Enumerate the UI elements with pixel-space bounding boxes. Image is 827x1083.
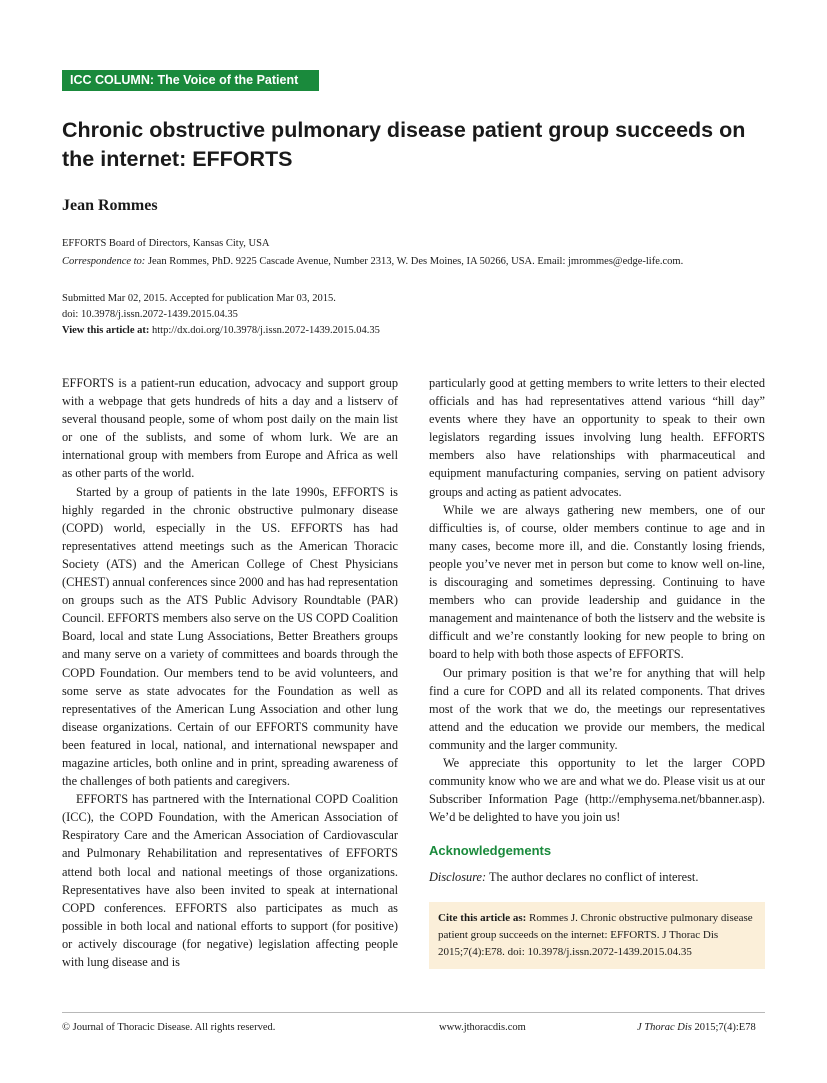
cite-text: Rommes J. Chronic obstructive pulmonary disease patient group succeeds on the internet: EFFORTS. J Thorac Dis 2015;7(4):E78. doi: 10.3978/j.issn.2072-1439.2015.04.35 bbox=[438, 912, 753, 959]
article-title: Chronic obstructive pulmonary disease patient group succeeds on the internet: EFFORTS bbox=[62, 118, 746, 171]
paragraph: Our primary position is that we’re for anything that will help find a cure for COPD and all its related components. That drives most of the work that we do, the meetings our representatives attend and the education we provide our members, the medical community and the larger community. bbox=[429, 665, 765, 752]
disclosure bbox=[429, 868, 765, 886]
footer-divider bbox=[62, 1012, 765, 1013]
disclosure-text: The author declares no conflict of interest. bbox=[486, 870, 699, 885]
author-name: Jean Rommes bbox=[62, 197, 158, 214]
footer-citation bbox=[637, 1021, 756, 1035]
left-column bbox=[62, 374, 398, 971]
disclosure-label: Disclosure: bbox=[429, 870, 487, 885]
acknowledgements-heading: Acknowledgements bbox=[429, 843, 552, 859]
view-article bbox=[62, 323, 380, 338]
submitted-date: Submitted Mar 02, 2015. Accepted for publication Mar 03, 2015. bbox=[62, 293, 336, 304]
paragraph: We appreciate this opportunity to let the larger COPD community know who we are and what we do. Please visit us at our Subscriber Information Page (http://emphysema.net/bbanner.asp). We’d be delighted to have you join us! bbox=[429, 755, 765, 825]
paragraph: EFFORTS is a patient-run education, advocacy and support group with a webpage that gets hundreds of hits a day and a listserv of several thousand people, some of whom post daily on the main list or one of the sublists, and some of whom lurk. We are an international group with members from Europe and Africa as well as other parts of the world. bbox=[62, 376, 398, 481]
paragraph: particularly good at getting members to write letters to their elected officials and has had representatives attend various “hill day” events where they have an opportunity to speak to their own legislators regarding issues involving lung health. EFFORTS members also have relationships with pharmaceutical and equipment manufacturing companies, serving on patient advisory groups and acting as patient advocates. bbox=[429, 376, 765, 499]
section-badge: ICC COLUMN: The Voice of the Patient bbox=[62, 70, 319, 91]
citation-box bbox=[429, 902, 765, 969]
view-label: View this article at: bbox=[62, 325, 150, 336]
footer-issue: 2015;7(4):E78 bbox=[691, 1022, 756, 1033]
correspondence-label: Correspondence to: bbox=[62, 256, 146, 267]
paragraph: While we are always gathering new members, one of our difficulties is, of course, older members continue to age and in many cases, become more ill, and die. Constantly losing friends, people you’ve never met in person but come to know well on-line, is discouraging and sometimes depressing. Continuing to have members who can provide leadership and guidance in the management and maintenance of both the listserv and the website is difficult and we’re constantly looking for new people to bring on board to help with both those aspects of EFFORTS. bbox=[429, 502, 765, 662]
doi: doi: 10.3978/j.issn.2072-1439.2015.04.35 bbox=[62, 309, 238, 320]
correspondence-text: Jean Rommes, PhD. 9225 Cascade Avenue, Number 2313, W. Des Moines, IA 50266, USA. Email: jmrommes@edge-life.com. bbox=[145, 256, 684, 267]
right-column bbox=[429, 374, 765, 969]
footer-journal: J Thorac Dis bbox=[637, 1022, 692, 1033]
correspondence bbox=[62, 254, 683, 269]
view-url-link[interactable]: http://dx.doi.org/10.3978/j.issn.2072-1439.2015.04.35 bbox=[149, 325, 380, 336]
cite-label: Cite this article as: bbox=[438, 912, 527, 925]
affiliation: EFFORTS Board of Directors, Kansas City, USA bbox=[62, 238, 270, 249]
paragraph: EFFORTS has partnered with the International COPD Coalition (ICC), the COPD Foundation, with the American Association of Respiratory Care and the American Association of Cardiovascular and Pulmonary Rehabilitation and representatives of EFFORTS attend both local and national meetings of those organizations. Representatives have also been invited to speak at international COPD conferences. EFFORTS also participates as much as possible in both local and national efforts to support (for positive) or actively discourage (for negative) legislation affecting people with lung disease and is bbox=[62, 792, 398, 969]
footer-copyright: © Journal of Thoracic Disease. All rights reserved. bbox=[62, 1022, 276, 1033]
footer-website-link[interactable]: www.jthoracdis.com bbox=[439, 1022, 526, 1033]
paragraph: Started by a group of patients in the late 1990s, EFFORTS is highly regarded in the chronic obstructive pulmonary disease (COPD) world, especially in the US. EFFORTS has had representatives attend meetings such as the American Thoracic Society (ATS) and the American College of Chest Physicians (CHEST) annual conferences since 2000 and has had representation on groups such as the ATS Public Advisory Roundtable (PAR) Council. EFFORTS members also serve on the US COPD Coalition Board, local and state Lung Associations, Better Breathers groups and many serve on a variety of committees and boards through the COPD Foundation. Our members tend to be avid volunteers, and some serve as state advocates for the Foundation as well as representatives of the American Lung Association and other lung disease organizations. Certain of our EFFORTS community have been featured in local, national, and international newspaper and magazine articles, both online and in print, spreading awareness of the challenges of both patients and caregivers. bbox=[62, 484, 398, 789]
